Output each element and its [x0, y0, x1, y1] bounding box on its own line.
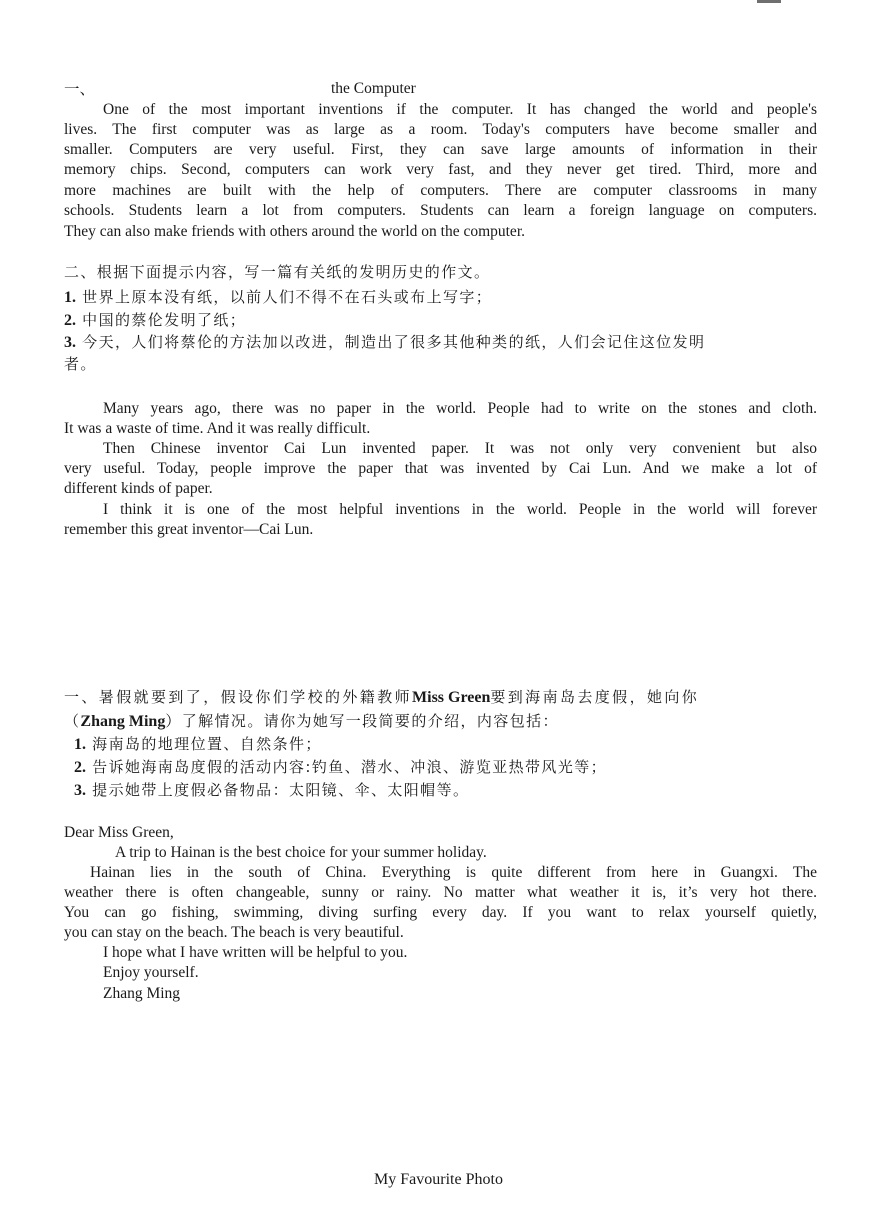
section1-line-4: memory chips. Second, computers can work very fast, and they never get tired. Third, more and — [64, 161, 817, 178]
section3-item-1 — [74, 733, 827, 756]
section3-item-3 — [74, 779, 827, 802]
section1-number: 一、 — [64, 81, 96, 98]
item-text: 中国的蔡伦发明了纸； — [82, 311, 247, 329]
corner-mark — [757, 0, 781, 3]
next-section-title: My Favourite Photo — [374, 1171, 503, 1188]
section2-item-3-cont: 者。 — [64, 355, 97, 373]
essay-line-7: remember this great inventor—Cai Lun. — [64, 521, 314, 538]
essay-line-1: Many years ago, there was no paper in the world. People had to write on the stones and cloth. — [103, 400, 817, 417]
student-name: Zhang Ming — [80, 713, 166, 730]
section2-item-1 — [64, 286, 817, 309]
section2-item-3 — [64, 331, 817, 354]
essay-line-2: It was a waste of time. And it was really difficult. — [64, 420, 371, 437]
section2-heading: 二、根据下面提示内容，写一篇有关纸的发明历史的作文。 — [64, 263, 491, 281]
section1-line-7: They can also make friends with others around the world on the computer. — [64, 223, 525, 240]
section1-line-6: schools. Students learn a lot from computers. Students can learn a foreign language on computers. — [64, 202, 817, 219]
item-text: 今天，人们将蔡伦的方法加以改进，制造出了很多其他种类的纸，人们会记住这位发明 — [82, 333, 706, 351]
letter-greeting: Dear Miss Green, — [64, 824, 174, 841]
section3-text: 一、暑假就要到了，假设你们学校的外籍教师 — [64, 688, 413, 706]
letter-body-2: weather there is often changeable, sunny or rainy. No matter what weather it is, it’s very hot there. — [64, 884, 817, 901]
section3-text: 要到海南岛去度假，她向你 — [490, 688, 700, 706]
section1-line-2: lives. The first computer was as large as a room. Today's computers have become smaller and — [64, 121, 817, 138]
section3-line-2 — [64, 710, 817, 733]
section1-title: the Computer — [331, 80, 416, 97]
item-number: 2. — [64, 312, 76, 329]
teacher-name: Miss Green — [412, 689, 491, 706]
letter-body-3: You can go fishing, swimming, diving surfing every day. If you want to relax yourself quietly, — [64, 904, 817, 921]
item-text: 告诉她海南岛度假的活动内容:钓鱼、潜水、冲浪、游览亚热带风光等； — [92, 758, 608, 776]
section3-line-1 — [64, 686, 817, 709]
section1-line-3: smaller. Computers are very useful. First, they can save large amounts of information in their — [64, 141, 817, 158]
section3-text: ）了解情况。请你为她写一段简要的介绍，内容包括： — [165, 712, 559, 730]
item-number: 3. — [74, 782, 86, 799]
section3-item-2 — [74, 756, 827, 779]
essay-line-6: I think it is one of the most helpful inventions in the world. People in the world will forever — [103, 501, 817, 518]
item-text: 海南岛的地理位置、自然条件； — [92, 735, 322, 753]
essay-line-3: Then Chinese inventor Cai Lun invented paper. It was not only very convenient but also — [103, 440, 817, 457]
essay-line-5: different kinds of paper. — [64, 480, 213, 497]
letter-closing-2: Enjoy yourself. — [103, 964, 199, 981]
essay-line-4: very useful. Today, people improve the paper that was invented by Cai Lun. And we make a lot of — [64, 460, 817, 477]
section3-text: （ — [64, 712, 81, 730]
letter-body-1: Hainan lies in the south of China. Everything is quite different from here in Guangxi. The — [90, 864, 817, 881]
letter-body-4: you can stay on the beach. The beach is very beautiful. — [64, 924, 404, 941]
item-text: 世界上原本没有纸，以前人们不得不在石头或布上写字； — [82, 288, 493, 306]
item-number: 2. — [74, 759, 86, 776]
letter-closing-1: I hope what I have written will be helpful to you. — [103, 944, 408, 961]
letter-signature: Zhang Ming — [103, 985, 181, 1002]
item-text: 提示她带上度假必备物品：太阳镜、伞、太阳帽等。 — [92, 781, 470, 799]
section1-line-1: One of the most important inventions if the computer. It has changed the world and people's — [103, 101, 817, 118]
item-number: 1. — [64, 289, 76, 306]
item-number: 1. — [74, 736, 86, 753]
item-number: 3. — [64, 334, 76, 351]
section2-item-2 — [64, 309, 817, 332]
letter-opening: A trip to Hainan is the best choice for your summer holiday. — [115, 844, 487, 861]
section1-line-5: more machines are built with the help of computers. There are computer classrooms in many — [64, 182, 817, 199]
